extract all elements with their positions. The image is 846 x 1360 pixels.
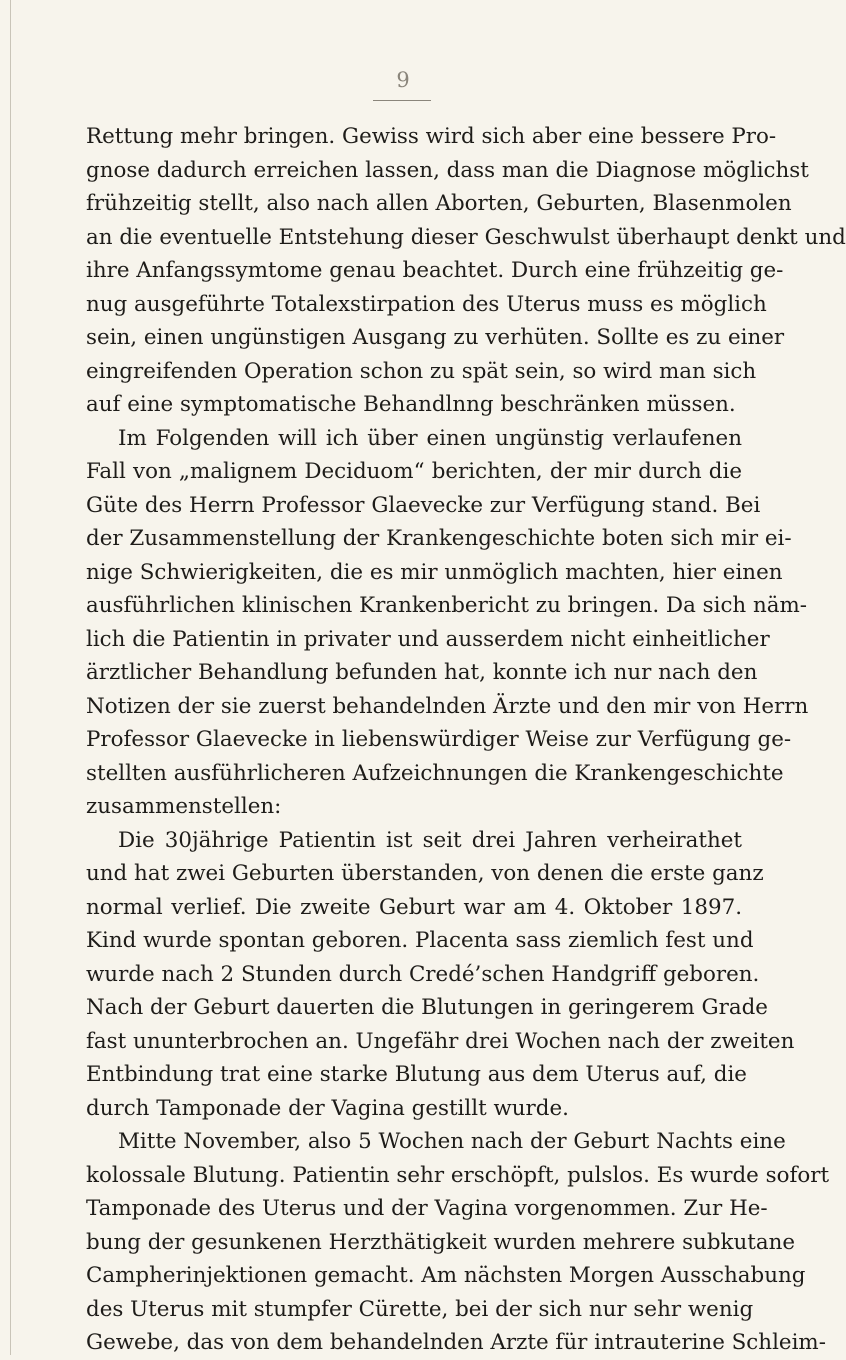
text-line: Güte des Herrn Professor Glaevecke zur Verfügung stand. Bei xyxy=(86,492,761,518)
text-line: auf eine symptomatische Behandlnng beschränken müssen. xyxy=(86,392,736,417)
text-line: bung der gesunkenen Herzthätigkeit wurden mehrere subkutane xyxy=(86,1229,796,1255)
text-line: Mitte November, also 5 Wochen nach der Geburt Nachts eine xyxy=(118,1129,786,1154)
text-line: an die eventuelle Entstehung dieser Geschwulst überhaupt denkt und xyxy=(86,224,846,250)
text-line: nige Schwierigkeiten, die es mir unmöglich machten, hier einen xyxy=(86,559,783,585)
text-line: der Zusammenstellung der Krankengeschichte boten sich mir ei- xyxy=(86,526,792,551)
text-line: Nach der Geburt dauerten die Blutungen in geringerem Grade xyxy=(86,995,768,1020)
page-number: 9 xyxy=(396,68,410,92)
text-line: eingreifenden Operation schon zu spät sein, so wird man sich xyxy=(86,358,757,384)
text-line: ausführlichen klinischen Krankenbericht zu bringen. Da sich näm- xyxy=(86,593,808,618)
text-line: des Uterus mit stumpfer Cürette, bei der sich nur sehr wenig xyxy=(86,1296,754,1322)
text-line: Professor Glaevecke in liebenswürdiger Weise zur Verfügung ge- xyxy=(86,727,792,752)
text-line: Gewebe, das von dem behandelnden Arzte für intrauterine Schleim- xyxy=(86,1330,826,1355)
text-line: ihre Anfangssymtome genau beachtet. Durch eine frühzeitig ge- xyxy=(86,258,784,283)
text-line: ärztlicher Behandlung befunden hat, konnte ich nur nach den xyxy=(86,660,758,685)
text-line: Im Folgenden will ich über einen ungünstig verlaufenen xyxy=(118,425,742,451)
text-line: frühzeitig stellt, also nach allen Aborten, Geburten, Blasenmolen xyxy=(86,191,792,216)
page-number-underline xyxy=(373,100,431,101)
text-line: durch Tamponade der Vagina gestillt wurde. xyxy=(86,1095,569,1121)
text-line: lich die Patientin in privater und ausserdem nicht einheitlicher xyxy=(86,626,770,652)
text-line: normal verlief. Die zweite Geburt war am 4. Oktober 1897. xyxy=(86,894,742,920)
text-line: Rettung mehr bringen. Gewiss wird sich aber eine bessere Pro- xyxy=(86,124,777,149)
text-line: Fall von „malignem Deciduom“ berichten, der mir durch die xyxy=(86,459,742,484)
text-line: Kind wurde spontan geboren. Placenta sass ziemlich fest und xyxy=(86,928,754,953)
text-line: stellten ausführlicheren Aufzeichnungen die Krankengeschichte xyxy=(86,760,784,786)
text-line: zusammenstellen: xyxy=(86,794,282,819)
text-line: fast ununterbrochen an. Ungefähr drei Wochen nach der zweiten xyxy=(86,1028,795,1054)
text-line: nug ausgeführte Totalexstirpation des Uterus muss es möglich xyxy=(86,291,767,317)
text-line: gnose dadurch erreichen lassen, dass man die Diagnose möglichst xyxy=(86,157,809,183)
text-line: und hat zwei Geburten überstanden, von denen die erste ganz xyxy=(86,861,764,886)
body-text xyxy=(86,120,846,1360)
text-line: Entbindung trat eine starke Blutung aus dem Uterus auf, die xyxy=(86,1062,747,1087)
text-line: Die 30jährige Patientin ist seit drei Jahren verheirathet xyxy=(118,827,742,853)
text-line: Tamponade des Uterus und der Vagina vorgenommen. Zur He- xyxy=(86,1196,768,1221)
text-line: wurde nach 2 Stunden durch Credé’schen Handgriff geboren. xyxy=(86,961,760,987)
page-edge-rule xyxy=(10,0,11,1355)
text-line: Notizen der sie zuerst behandelnden Ärzte und den mir von Herrn xyxy=(86,693,809,719)
text-line: kolossale Blutung. Patientin sehr erschöpft, pulslos. Es wurde sofort xyxy=(86,1162,830,1188)
text-line: Campherinjektionen gemacht. Am nächsten Morgen Ausschabung xyxy=(86,1263,806,1288)
text-line: sein, einen ungünstigen Ausgang zu verhüten. Sollte es zu einer xyxy=(86,325,785,350)
